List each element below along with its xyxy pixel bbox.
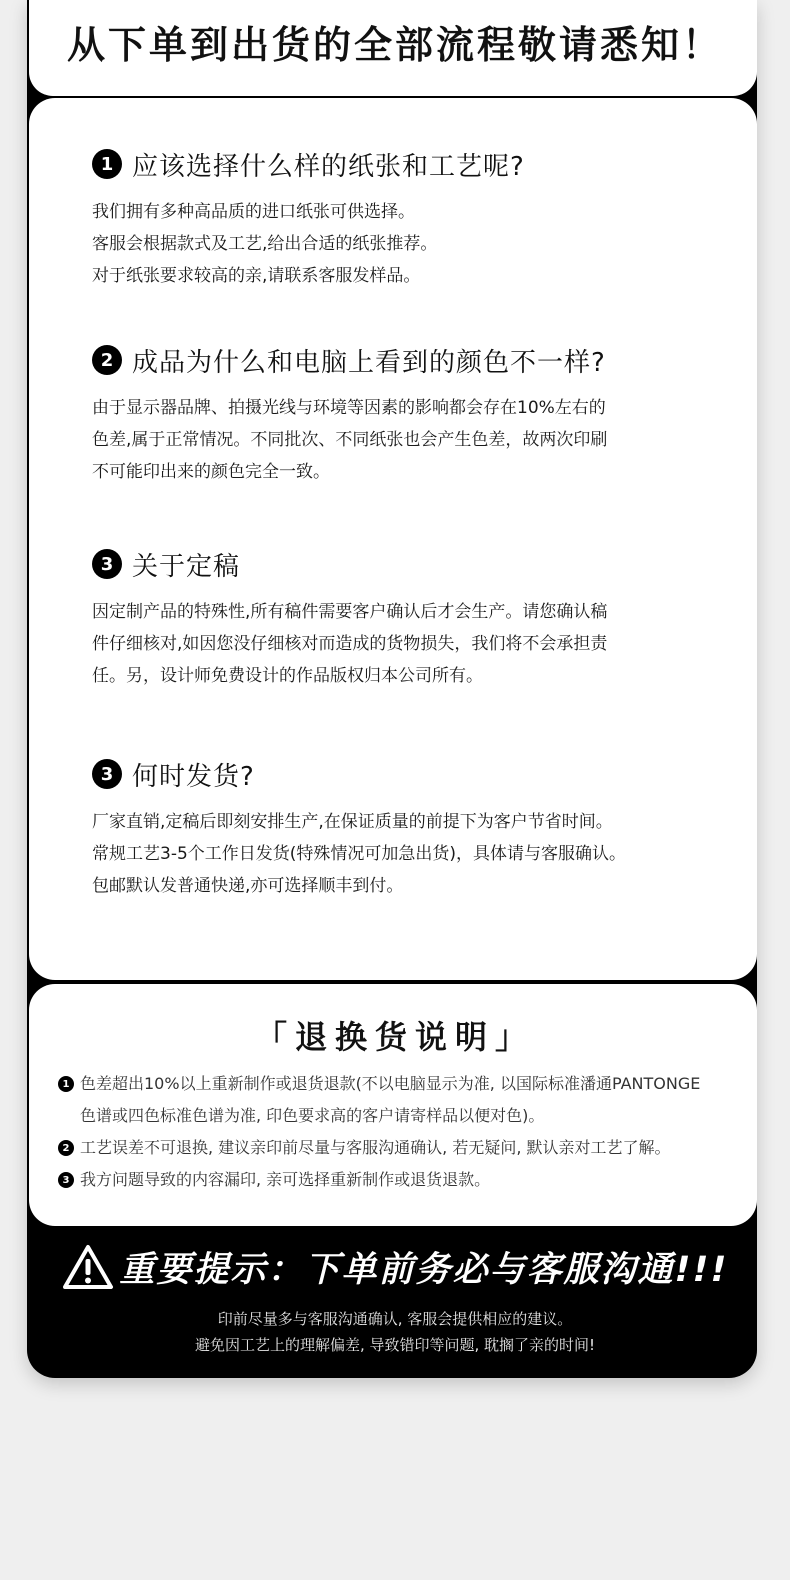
return-policy-list: [58, 1068, 738, 1196]
page-title: 从下单到出货的全部流程敬请悉知！: [66, 23, 723, 67]
faq-answer-line: 不可能印出来的颜色完全一致。: [92, 462, 330, 482]
notice-line: 避免因工艺上的理解偏差, 导致错印等问题, 耽搁了亲的时间!: [194, 1336, 596, 1354]
return-policy-title: 「退换货说明」: [254, 1018, 535, 1056]
number-badge-icon: 1: [58, 1076, 74, 1092]
faq-answer-line: 常规工艺3-5个工作日发货(特殊情况可加急出货)，具体请与客服确认。: [92, 844, 627, 864]
faq-item-shipping: [92, 754, 712, 902]
notice-line: 印前尽量多与客服沟通确认, 客服会提供相应的建议。: [217, 1310, 573, 1328]
list-item: [58, 1164, 738, 1196]
list-item-text: 我方问题导致的内容漏印, 亲可选择重新制作或退货退款。: [80, 1170, 491, 1189]
list-item: [58, 1068, 738, 1132]
number-badge-icon: 2: [58, 1140, 74, 1156]
faq-item-paper: [92, 144, 712, 292]
faq-answer-line: 厂家直销,定稿后即刻安排生产,在保证质量的前提下为客户节省时间。: [92, 812, 613, 832]
number-badge-icon: 2: [92, 345, 122, 375]
faq-question: 何时发货?: [132, 761, 255, 792]
notice-description: [0, 1306, 790, 1358]
faq-answer-line: 客服会根据款式及工艺,给出合适的纸张推荐。: [92, 234, 438, 254]
warning-triangle-icon: [62, 1244, 114, 1290]
list-item-text: 色谱或四色标准色谱为准, 印色要求高的客户请寄样品以便对色)。: [80, 1106, 545, 1125]
number-badge-icon: 3: [92, 759, 122, 789]
faq-question: 成品为什么和电脑上看到的颜色不一样?: [132, 347, 606, 378]
faq-answer-line: 我们拥有多种高品质的进口纸张可供选择。: [92, 202, 415, 222]
list-item-text: 色差超出10%以上重新制作或退货退款(不以电脑显示为准, 以国际标准潘通PANTONGE: [80, 1074, 701, 1093]
faq-answer-line: 因定制产品的特殊性,所有稿件需要客户确认后才会生产。请您确认稿: [92, 602, 608, 622]
important-notice: [50, 1242, 740, 1292]
list-item-text: 工艺误差不可退换, 建议亲印前尽量与客服沟通确认, 若无疑问, 默认亲对工艺了解。: [80, 1138, 671, 1157]
faq-answer-line: 任。另，设计师免费设计的作品版权归本公司所有。: [92, 666, 483, 686]
number-badge-icon: 3: [92, 549, 122, 579]
notice-title: 重要提示：下单前务必与客服沟通!!!: [119, 1250, 729, 1290]
faq-question: 应该选择什么样的纸张和工艺呢?: [132, 151, 525, 182]
faq-answer-line: 件仔细核对,如因您没仔细核对而造成的货物损失，我们将不会承担责: [92, 634, 608, 654]
number-badge-icon: 3: [58, 1172, 74, 1188]
faq-item-color: [92, 340, 712, 488]
faq-answer-line: 包邮默认发普通快递,亦可选择顺丰到付。: [92, 876, 404, 896]
faq-answer-line: 对于纸张要求较高的亲,请联系客服发样品。: [92, 266, 421, 286]
faq-answer-line: 色差,属于正常情况。不同批次、不同纸张也会产生色差，故两次印刷: [92, 430, 608, 450]
faq-answer-line: 由于显示器品牌、拍摄光线与环境等因素的影响都会存在10%左右的: [92, 398, 606, 418]
list-item: [58, 1132, 738, 1164]
faq-question: 关于定稿: [132, 551, 241, 582]
faq-item-proof: [92, 544, 712, 692]
number-badge-icon: 1: [92, 149, 122, 179]
